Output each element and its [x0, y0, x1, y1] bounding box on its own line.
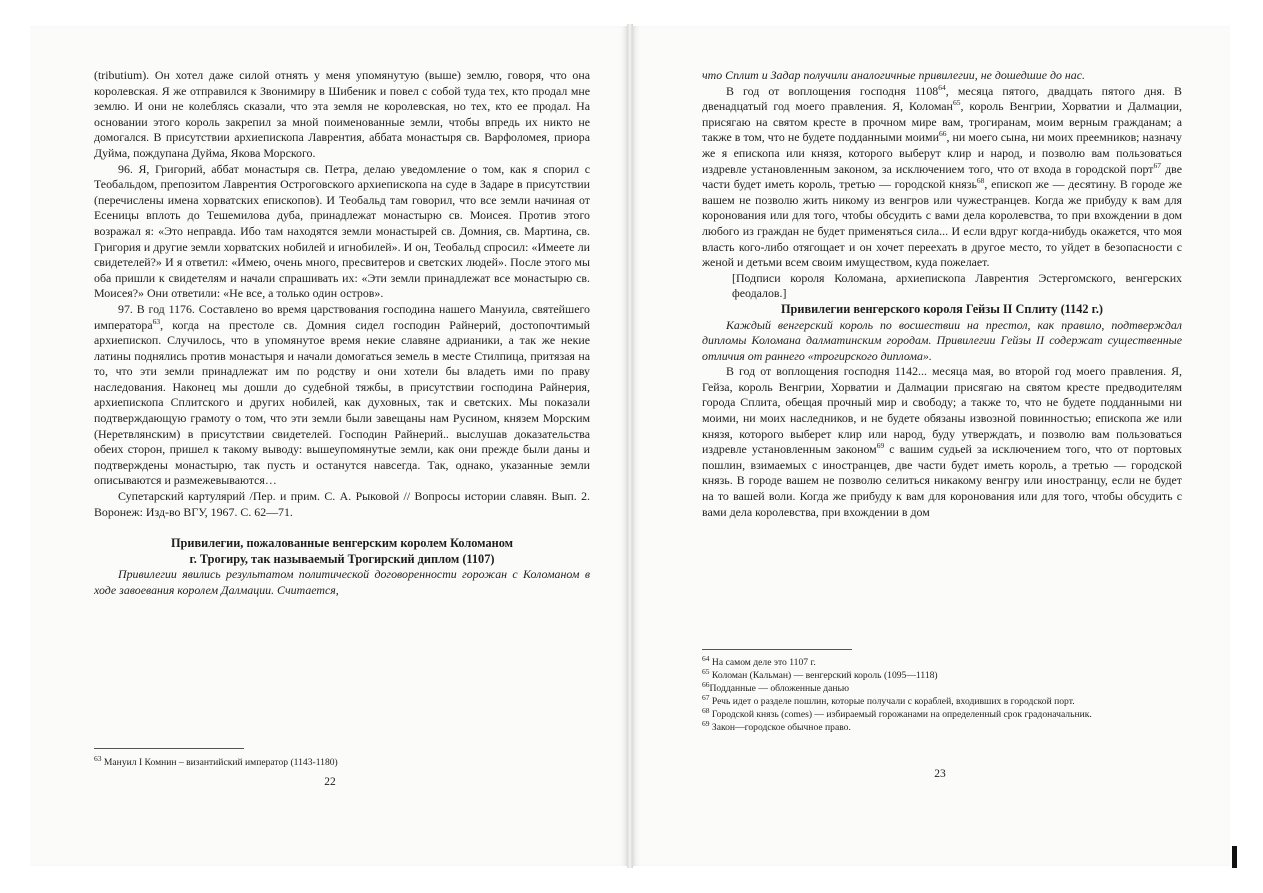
footnote — [702, 718, 1182, 734]
footnote-mark: 67 — [702, 692, 710, 702]
footnotes — [702, 653, 1182, 734]
source-citation — [94, 489, 590, 520]
footnote-ref: 69 — [876, 441, 885, 451]
text-run: с вашим судьей за исключением того, что от портовых пошлин, взимаемых с иностранцев, две части будет иметь король, а третью — городской князь. В городе вашем не позволю селиться никакому венгру или иностранцу, если не будет на то вашей воли. Когда же прибуду к вам для коронования или для того, чтобы обсудить с вами дела королевства, при вхождении в дом — [702, 442, 1182, 519]
right-page — [632, 26, 1230, 866]
footnote — [702, 679, 1182, 695]
footnote-mark: 64 — [702, 653, 710, 663]
footnote — [702, 705, 1182, 721]
paragraph — [94, 302, 590, 489]
section-intro-continued: что Сплит и Задар получили аналогичные привилегии, не дошедшие до нас. — [702, 68, 1085, 82]
footnote — [702, 692, 1182, 708]
footnote-ref: 67 — [1153, 160, 1161, 170]
footnote-rule — [94, 748, 244, 749]
paragraph — [94, 68, 590, 162]
footnote-mark: 68 — [702, 705, 710, 715]
paragraph — [94, 162, 590, 302]
footnote-text: Мануил I Комнин – византийский император (1143-1180) — [101, 757, 338, 768]
footnote-mark: 65 — [702, 666, 710, 676]
section-intro: Каждый венгерский король по восшествии на престол, как правило, подтверждал дипломы Коломана далматинским городам. Привилегии Гейзы II содержат существенные отличия от раннего «трогирского диплома». — [702, 317, 1182, 363]
footnote-ref: 68 — [976, 176, 985, 186]
footnote-mark: 69 — [702, 718, 710, 728]
heading-line: г. Трогиру, так называемый Трогирский диплом (1107) — [189, 551, 495, 566]
footnote-ref: 66 — [938, 129, 947, 139]
footnote-text: Подданные — обложенные данью — [709, 683, 850, 694]
text-run: , месяца пятого, двадцать пятого дня. В двенадцатый год моего правления. Я, Коломан — [702, 83, 1182, 114]
left-page — [30, 26, 628, 866]
paragraph — [702, 84, 1182, 271]
footnote-ref: 65 — [952, 98, 961, 108]
text-run: , король Венгрии, Хорватии и Далмации, присягаю на святом кресте в прочном мире вам, трогиранам, моим верным гражданам; а также в том, что не будете подданными моими — [702, 99, 1183, 145]
paragraph — [702, 364, 1182, 520]
footnote-text: Городской князь (comes) — избираемый горожанами на определенный срок градоначальник. — [709, 709, 1092, 720]
text-run: , епископ же — десятину. В городе же вашем не позволю жить никому из венгров или чужестранцев. Когда же прибуду к вам для коронования или для того, чтобы обсудить с вами дела королевства, то при вхождении в дом любого из граждан не будет применяться сила... И если вдруг когда-нибудь окажется, что моя власть кого-либо отягощает и он хочет переехать в другое место, то уйдет в безопасности с женой и детьми всем своим имуществом, куда пожелает. — [702, 177, 1182, 270]
text-run: 97. В год 1176. Составлено во время царствования господина нашего Мануила, святейшего императора — [94, 301, 590, 332]
text-run: Супетарский картулярий /Пер. и прим. С. А. Рыковой // Вопросы истории славян. Вып. 2. Воронеж: Изд-во ВГУ, 1967. С. 62—71. — [94, 489, 590, 519]
text-run: В год от воплощения господня 1108 — [726, 83, 939, 98]
footnote-ref: 63 — [152, 316, 161, 326]
text-run: , когда на престоле св. Домния сидел господин Райнерий, достопочтимый архиепископ. Случилось, что в упомянутое время некие славяне адрианики, а так же некие латины поднялись против монастыря и начали домогаться земель в месте Стилпица, притязая на то, что эти земли принадлежат им по родству и они хотели бы владеть ими по праву наследования. Наконец мы дошли до судебной тяжбы, в присутствии господина Райнерия, архиепископа Сплитского и других нобилей, как духовных, так и светских. Мы показали подтверждающую грамоту о том, что эти земли были завещаны нам Русином, князем Морским (Неретвлянским) в присутствии свидетелей. Господин Райнерий.. выслушав доказательства обеих сторон, пришел к такому выводу: вышеупомянутые земли, как они прежде были даны и подтверждены монастырю, так пусть и останутся навсегда. Так, однако, указанные земли описываются и размежевываются… — [94, 317, 590, 488]
footnote-text: Коломан (Кальман) — венгерский король (1095—1118) — [709, 670, 938, 681]
footnote-mark: 66 — [702, 679, 710, 689]
footnote — [702, 666, 1182, 682]
footnotes — [94, 753, 590, 769]
text-run: две части будет иметь король, третью — городской князь — [702, 161, 1182, 192]
page-number: 22 — [324, 776, 336, 788]
footnote-ref: 64 — [938, 82, 946, 92]
footnote — [702, 653, 1182, 669]
footnote-text: На самом деле это 1107 г. — [709, 657, 816, 668]
signatures-note: [Подписи короля Коломана, архиепископа Лаврентия Эстергомского, венгерских феодалов.] — [732, 270, 1182, 301]
section-heading: Привилегии венгерского короля Гейзы II Сплиту (1142 г.) — [780, 301, 1104, 316]
text-run: , ни моего сына, ни моих преемников; назначу же я епископа или князя, которого выберут клир и народ, и позволю вам пользоваться издревле установленным законом, за исключением того, что от входа в городской порт — [702, 130, 1182, 176]
heading-line: Привилегии, пожалованные венгерским королем Коломаном — [170, 536, 513, 551]
left-text-column — [94, 68, 590, 599]
scan-edge-mark — [1232, 846, 1237, 868]
right-text-column — [702, 68, 1182, 520]
text-run: В год от воплощения господня 1142... месяца мая, во второй год моего правления. Я, Гейза, король Венгрии, Хорватии и Далмации присягаю на святом кресте предводителям города Сплита, обещая прочный мир и свободу; а также то, что не будете подданными ни моими, ни моих наследников, и не будете обязаны извозной повинностью; епископа же или князя, которого выберет клир или народ, буду утверждать, и позволю вам пользоваться издревле установленным законом — [702, 364, 1182, 457]
footnote-text: Речь идет о разделе пошлин, которые получали с кораблей, входивших в городской порт. — [709, 696, 1075, 707]
page-number: 23 — [934, 768, 946, 780]
text-run: 96. Я, Григорий, аббат монастыря св. Петра, делаю уведомление о том, как я спорил с Теобальдом, препозитом Лаврентия Остроговского архиепископа на суде в Задаре в присутствии (перечислены имена хорватских епископов). И Теобальд там говорил, что все земли начиная от Есеницы вплоть до Тешемилова дуба, принадлежат монастырю св. Моисея. Против этого возражал я: «Это неправда. Ибо там находятся земли монастырей св. Домния, св. Мартина, св. Григория и другие земли хорватских нобилей и игнобилей». И он, Теобальд спросил: «Имеете ли свидетелей?» И я ответил: «Имею, очень много, пресвитеров и светских людей». После этого мы оба пришли к свидетелям и начали спрашивать их: «Эти земли принадлежат все монастырю св. Моисея?» Они ответили: «Не все, а только один остров». — [94, 161, 590, 301]
footnote-mark: 63 — [94, 753, 102, 763]
footnote-text: Закон—городское обычное право. — [709, 722, 851, 733]
footnote — [94, 753, 590, 769]
footnote-rule — [702, 649, 852, 650]
section-heading — [94, 536, 590, 567]
text-run: (tributium). Он хотел даже силой отнять у меня упомянутую (выше) землю, говоря, что она королевская. Я же отправился к Звонимиру в Шибеник и повел с собой туда тех, кто продал мне землю. И они не колеблясь сказали, что эта земля не королевская, но тех, кто ее продал. На основании этого король закрепил за мной поименованные земли, чтобы впредь их никто не домогался. В присутствии архиепископа Лаврентия, аббата монастыря св. Варфоломея, приора Дуйма, пождупана Дуйма, Якова Морского. — [94, 68, 590, 160]
section-intro: Привилегии явились результатом политической договоренности горожан с Коломаном в ходе завоевания королем Далмации. Считается, — [94, 567, 590, 597]
